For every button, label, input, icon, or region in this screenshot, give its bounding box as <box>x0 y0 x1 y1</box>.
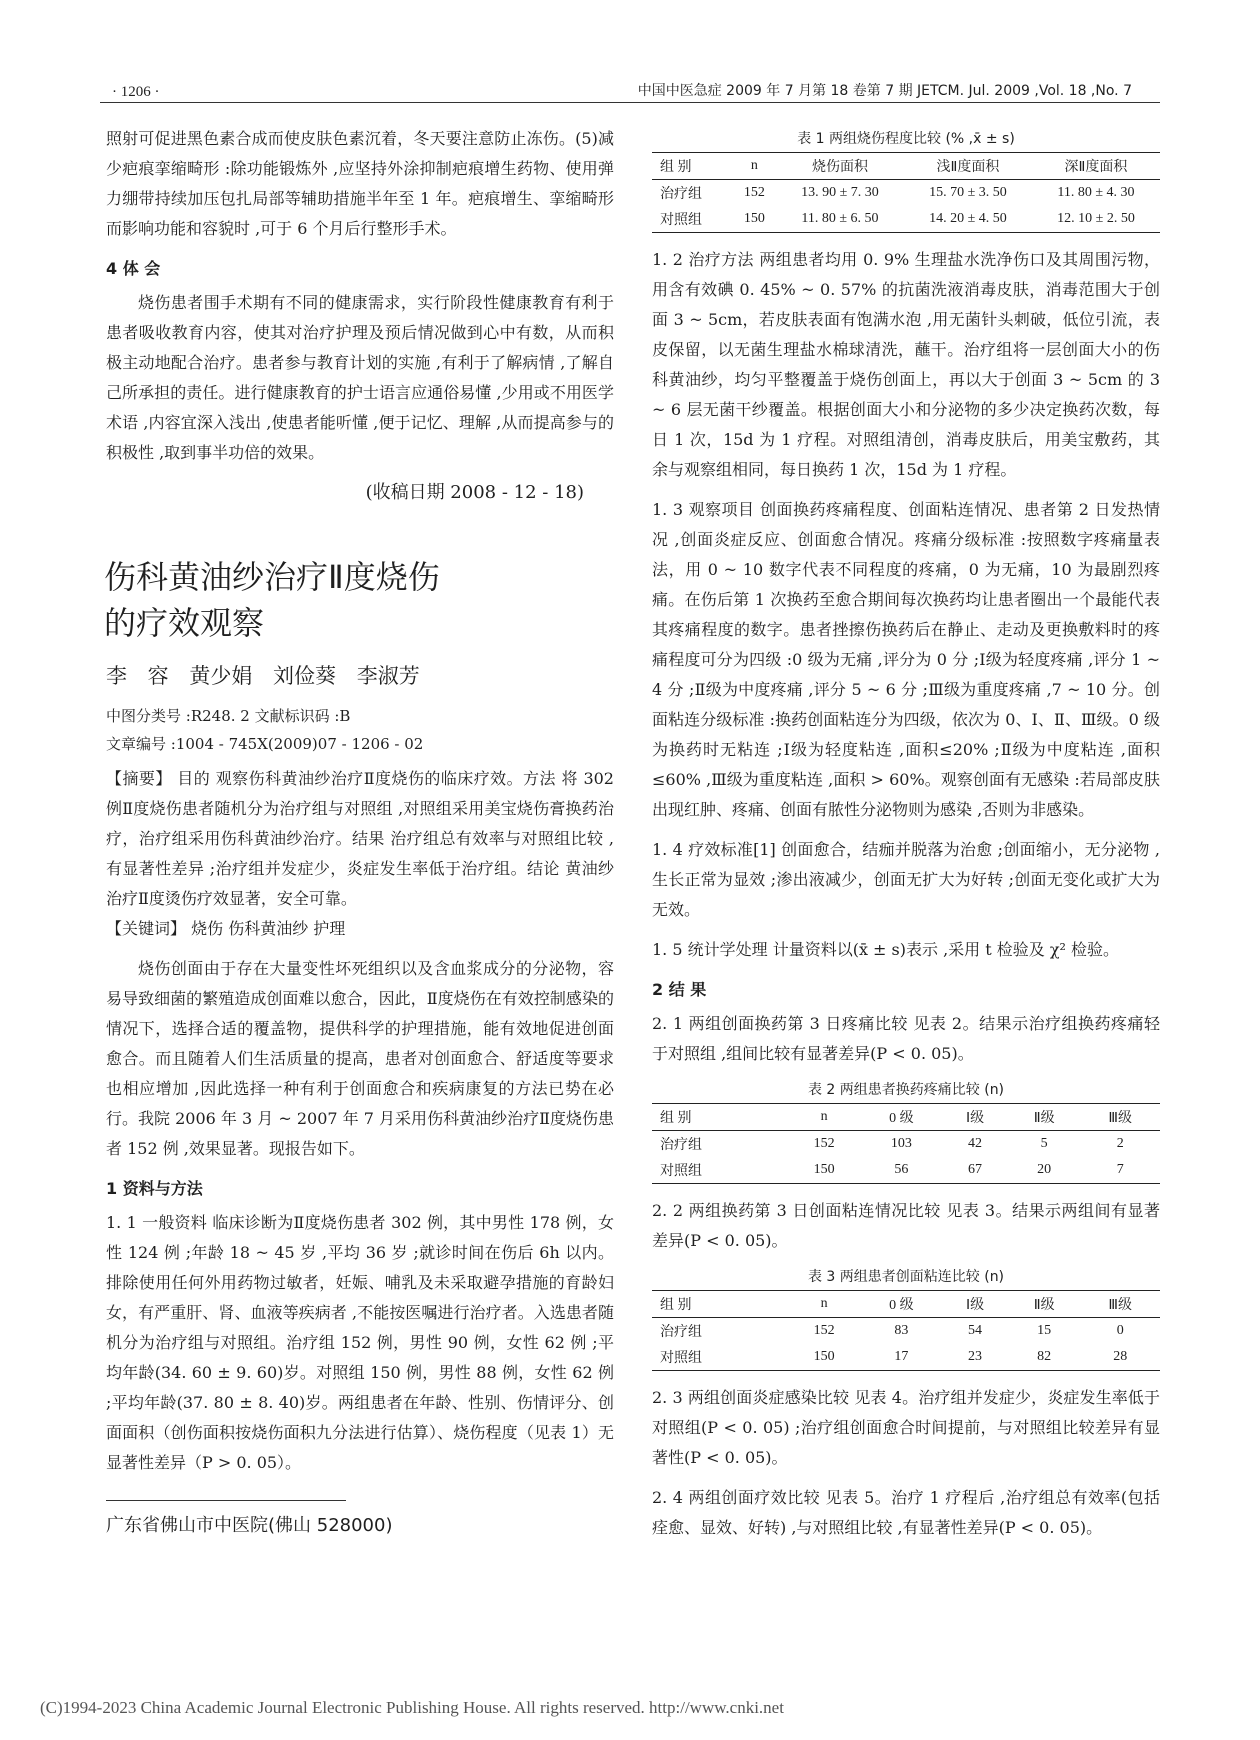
table-cell: 56 <box>861 1157 943 1184</box>
affiliation-footnote: 广东省佛山市中医院(佛山 528000) <box>106 1515 393 1536</box>
table-cell: 152 <box>813 1323 835 1338</box>
table-3-caption: 表 3 两组患者创面粘连比较 (n) <box>807 1269 1005 1285</box>
table-cell: 11. 80 ± 6. 50 <box>776 206 904 233</box>
table-header-cell: 深Ⅱ度面积 <box>1032 153 1160 180</box>
table-header-cell: 烧伤面积 <box>776 153 904 180</box>
paragraph-1-2: 1. 2 治疗方法 两组患者均用 0. 9% 生理盐水洗净伤口及其周围污物，用含有效碘 0. 45% ~ 0. 57% 的抗菌洗液消毒皮肤，消毒范围大于创面 3 ~ 5cm，若皮肤表面有饱满水泡 ,用无菌针头刺破，低位引流，表皮保留，以无菌生理盐水棉球清洗，蘸干。治疗组将一层创面大小的伤科黄油纱，均匀平整覆盖于烧伤创面上，再以大于创面 3 ~ 5cm 的 3 ~ 6 层无菌干纱覆盖。根据创面大小和分泌物的多少决定换药次数，每日 1 次，15d 为 1 疗程。对照组清创，消毒皮肤后，用美宝敷药，其余与观察组相同，每日换药 1 次，15d 为 1 疗程。 <box>652 250 1160 479</box>
table-3 <box>652 1290 1160 1371</box>
paragraph-1-5: 1. 5 统计学处理 计量资料以(x̄ ± s)表示 ,采用 t 检验及 χ² 检验。 <box>652 940 1120 959</box>
left-column <box>106 124 614 1537</box>
table-cell: 7 <box>1080 1157 1160 1184</box>
abstract-text: 目的 观察伤科黄油纱治疗Ⅱ度烧伤的临床疗效。方法 将 302 例Ⅱ度烧伤患者随机分为治疗组与对照组 ,对照组采用美宝烧伤膏换药治疗，治疗组采用伤科黄油纱治疗。结果 治疗组总有效率与对照组比较 ,有显著性差异 ;治疗组并发症少，炎症发生率低于治疗组。结论 黄油纱治疗Ⅱ度烫伤疗效显著，安全可靠。 <box>106 769 614 908</box>
table-header-cell: 0 级 <box>861 1104 943 1131</box>
article-title <box>104 554 614 646</box>
table-cell: 20 <box>1008 1157 1081 1184</box>
table-2-caption: 表 2 两组患者换药疼痛比较 (n) <box>807 1082 1005 1098</box>
table-1 <box>652 152 1160 233</box>
table-cell: 对照组 <box>652 1344 788 1371</box>
table-row <box>652 1344 1160 1371</box>
table-cell: 83 <box>894 1323 909 1338</box>
table-row <box>652 1157 1160 1184</box>
abstract <box>106 764 614 914</box>
table-1-caption: 表 1 两组烧伤程度比较 (% ,x̄ ± s) <box>797 131 1015 147</box>
table-row <box>652 1318 1160 1345</box>
table-header-cell: Ⅰ级 <box>942 1291 1008 1318</box>
table-cell: 对照组 <box>652 1157 788 1184</box>
table-header-cell: 组 别 <box>652 1291 788 1318</box>
table-cell: 治疗组 <box>660 1325 702 1340</box>
table-cell: 103 <box>890 1136 912 1151</box>
table-header-cell: n <box>788 1291 861 1318</box>
table-header-cell: Ⅱ级 <box>1008 1291 1081 1318</box>
abstract-label: 【摘要】 <box>106 769 172 788</box>
table-header-cell: 组 别 <box>652 1104 788 1131</box>
footnote-rule <box>106 1500 346 1501</box>
table-cell: 67 <box>942 1157 1008 1184</box>
table-cell: 2 <box>1116 1136 1124 1151</box>
keywords-label: 【关键词】 <box>106 919 187 938</box>
table-cell: 5 <box>1040 1136 1048 1151</box>
table-cell: 12. 10 ± 2. 50 <box>1032 206 1160 233</box>
header-rule <box>100 102 1160 103</box>
table-cell: 152 <box>743 185 765 200</box>
paragraph-2-3: 2. 3 两组创面炎症感染比较 见表 4。治疗组并发症少，炎症发生率低于对照组(P < 0. 05) ;治疗组创面愈合时间提前，与对照组比较差异有显著性(P < 0. 05)。 <box>652 1388 1160 1467</box>
table-cell: 15. 70 ± 3. 50 <box>929 185 1007 200</box>
received-date: (收稿日期 2008 - 12 - 18) <box>365 482 584 503</box>
author-list: 李 容 黄少娟 刘俭葵 李淑芳 <box>106 664 420 688</box>
table-header-cell: Ⅲ级 <box>1080 1291 1160 1318</box>
table-header-cell: 组 别 <box>652 153 733 180</box>
table-header-cell: 浅Ⅱ度面积 <box>904 153 1032 180</box>
paragraph-1-4: 1. 4 疗效标准[1] 创面愈合，结痂并脱落为治愈 ;创面缩小，无分泌物 ,生长正常为显效 ;渗出液减少，创面无扩大为好转 ;创面无变化或扩大为无效。 <box>652 840 1160 919</box>
page-number: · 1206 · <box>112 84 160 100</box>
keywords-text: 烧伤 伤科黄油纱 护理 <box>186 919 346 938</box>
classification-line: 中图分类号 :R248. 2 文献标识码 :B <box>106 707 351 725</box>
table-cell: 14. 20 ± 4. 50 <box>904 206 1032 233</box>
paragraph-1-3: 1. 3 观察项目 创面换药疼痛程度、创面粘连情况、患者第 2 日发热情况 ,创面炎症反应、创面愈合情况。疼痛分级标准 :按照数字疼痛量表法，用 0 ~ 10 数字代表不同程度的疼痛，0 为无痛，10 为最剧烈疼痛。在伤后第 1 次换药至愈合期间每次换药均让患者圈出一个最能代表其疼痛程度的数字。患者挫擦伤换药后在静止、走动及更换敷料时的疼痛程度可分为四级 :0 级为无痛 ,评分为 0 分 ;Ⅰ级为轻度疼痛 ,评分 1 ~ 4 分 ;Ⅱ级为中度疼痛 ,评分 5 ~ 6 分 ;Ⅲ级为重度疼痛 ,7 ~ 10 分。创面粘连分级标准 :换药创面粘连分为四级，依次为 0、Ⅰ、Ⅱ、Ⅲ级。0 级为换药时无粘连 ;Ⅰ级为轻度粘连 ,面积≤20% ;Ⅱ级为中度粘连 ,面积≤60% ,Ⅲ级为重度粘连 ,面积 > 60%。观察创面有无感染 :若局部皮肤出现红肿、疼痛、创面有脓性分泌物则为感染 ,否则为非感染。 <box>652 500 1160 819</box>
table-cell: 治疗组 <box>660 1138 702 1153</box>
right-column <box>652 124 1160 1553</box>
table-header-cell: Ⅱ级 <box>1008 1104 1081 1131</box>
table-cell: 对照组 <box>652 206 733 233</box>
title-line-1: 伤科黄油纱治疗Ⅱ度烧伤 <box>104 558 440 596</box>
paragraph-2-2: 2. 2 两组换药第 3 日创面粘连情况比较 见表 3。结果示两组间有显著差异(P < 0. 05)。 <box>652 1201 1160 1250</box>
section-heading-1: 1 资料与方法 <box>106 1179 203 1198</box>
table-cell: 23 <box>942 1344 1008 1371</box>
table-cell: 152 <box>813 1136 835 1151</box>
paragraph-1-1: 1. 1 一般资料 临床诊断为Ⅱ度烧伤患者 302 例，其中男性 178 例，女性 124 例 ;年龄 18 ~ 45 岁 ,平均 36 岁 ;就诊时间在伤后 6h 以内。排除使用任何外用药物过敏者，妊娠、哺乳及未采取避孕措施的育龄妇女，有严重肝、肾、血液等疾病者 ,不能按医嘱进行治疗者。入选患者随机分为治疗组与对照组。治疗组 152 例，男性 90 例，女性 62 例 ;平均年龄(34. 60 ± 9. 60)岁。对照组 150 例，男性 88 例，女性 62 例 ;平均年龄(37. 80 ± 8. 40)岁。两组患者在年龄、性别、伤情评分、创面面积（创伤面积按烧伤面积九分法进行估算）、烧伤程度（见表 1）无显著性差异（P > 0. 05）。 <box>106 1213 614 1472</box>
title-line-2: 的疗效观察 <box>104 604 265 642</box>
table-header-cell: Ⅰ级 <box>942 1104 1008 1131</box>
table-header-cell: 0 级 <box>861 1291 943 1318</box>
paragraph-introduction: 烧伤创面由于存在大量变性坏死组织以及含血浆成分的分泌物，容易导致细菌的繁殖造成创面难以愈合，因此，Ⅱ度烧伤在有效控制感染的情况下，选择合适的覆盖物，提供科学的护理措施，能有效地促进创面愈合。而且随着人们生活质量的提高，患者对创面愈合、舒适度等要求也相应增加 ,因此选择一种有利于创面愈合和疾病康复的方法已势在必行。我院 2006 年 3 月 ~ 2007 年 7 月采用伤科黄油纱治疗Ⅱ度烧伤患者 152 例 ,效果显著。现报告如下。 <box>106 959 614 1158</box>
paragraph-continued: 照射可促进黑色素合成而使皮肤色素沉着，冬天要注意防止冻伤。(5)减少疤痕挛缩畸形 :除功能锻炼外 ,应坚持外涂抑制疤痕增生药物、使用弹力绷带持续加压包扎局部等辅助措施半年至 1 年。疤痕增生、挛缩畸形而影响功能和容貌时 ,可于 6 个月后行整形手术。 <box>106 129 614 238</box>
section-heading-2: 2 结 果 <box>652 980 707 999</box>
paragraph-2-1: 2. 1 两组创面换药第 3 日疼痛比较 见表 2。结果示治疗组换药疼痛轻于对照组 ,组间比较有显著差异(P < 0. 05)。 <box>652 1014 1160 1063</box>
table-cell: 28 <box>1080 1344 1160 1371</box>
table-2 <box>652 1103 1160 1184</box>
article-number-line: 文章编号 :1004 - 745X(2009)07 - 1206 - 02 <box>106 735 424 753</box>
journal-header: 中国中医急症 2009 年 7 月第 18 卷第 7 期 JETCM. Jul. 2009 ,Vol. 18 ,No. 7 <box>637 83 1132 99</box>
table-cell: 17 <box>861 1344 943 1371</box>
table-cell: 42 <box>968 1136 983 1151</box>
table-row <box>652 206 1160 233</box>
copyright-footer: (C)1994-2023 China Academic Journal Electronic Publishing House. All rights reserved. http://www.cnki.net <box>40 1698 784 1717</box>
paragraph-experience: 烧伤患者围手术期有不同的健康需求，实行阶段性健康教育有利于患者吸收教育内容，使其对治疗护理及预后情况做到心中有数，从而积极主动地配合治疗。患者参与教育计划的实施 ,有利于了解病情 ,了解自己所承担的责任。进行健康教育的护士语言应通俗易懂 ,少用或不用医学术语 ,内容宜深入浅出 ,使患者能听懂 ,便于记忆、理解 ,从而提高参与的积极性 ,取到事半功倍的效果。 <box>106 293 614 462</box>
table-header-cell: Ⅲ级 <box>1080 1104 1160 1131</box>
table-cell: 150 <box>788 1157 861 1184</box>
table-cell: 0 <box>1116 1323 1124 1338</box>
table-cell: 治疗组 <box>660 187 702 202</box>
table-header-cell: n <box>788 1104 861 1131</box>
keywords <box>106 914 614 944</box>
table-row <box>652 180 1160 207</box>
table-cell: 150 <box>788 1344 861 1371</box>
paragraph-2-4: 2. 4 两组创面疗效比较 见表 5。治疗 1 疗程后 ,治疗组总有效率(包括痊愈、显效、好转) ,与对照组比较 ,有显著性差异(P < 0. 05)。 <box>652 1488 1160 1537</box>
table-cell: 150 <box>733 206 776 233</box>
table-cell: 82 <box>1008 1344 1081 1371</box>
table-cell: 54 <box>968 1323 983 1338</box>
table-cell: 11. 80 ± 4. 30 <box>1057 185 1135 200</box>
table-cell: 15 <box>1037 1323 1052 1338</box>
section-heading-4: 4 体 会 <box>106 259 161 278</box>
table-row <box>652 1131 1160 1158</box>
table-cell: 13. 90 ± 7. 30 <box>801 185 879 200</box>
table-header-cell: n <box>733 153 776 180</box>
